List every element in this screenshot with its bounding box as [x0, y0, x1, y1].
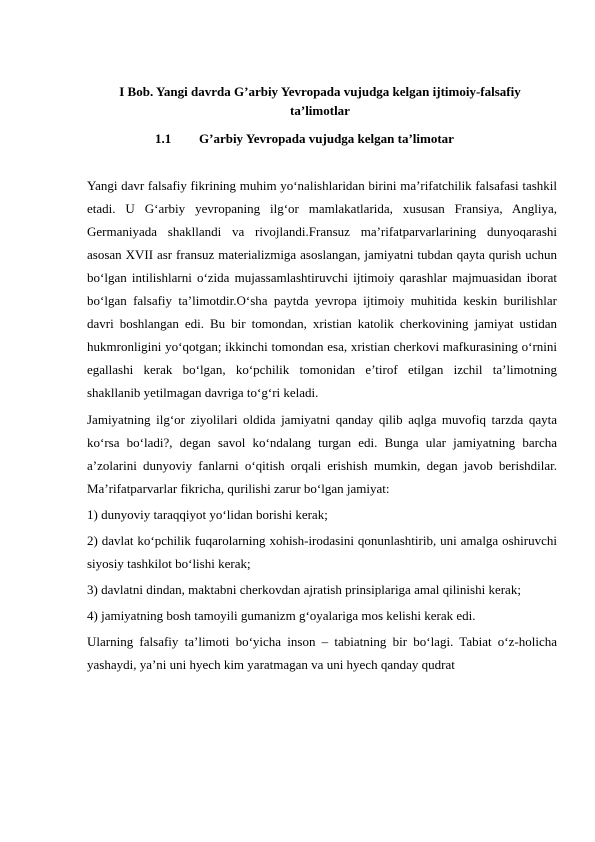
chapter-title: I Bob. Yangi davrda G’arbiy Yevropada vujudga kelgan ijtimoiy-falsafiy ta’limotlar	[119, 84, 521, 118]
paragraph: Jamiyatning ilg‘or ziyolilari oldida jamiyatni qanday qilib aqlga muvofiq tarzda qayta ko‘rsa bo‘ladi?, degan savol ko‘ndalang turgan edi. Bunga ular jamiyatning barcha a’zolarini dunyoviy fanlarni o‘qitish orqali erishish mumkin, degan javob berishdilar. Ma’rifatparvarlar fikricha, qurilishi zarur bo‘lgan jamiyat:	[87, 412, 557, 496]
list-item: 4) jamiyatning bosh tamoyili gumanizm g‘oyalariga mos kelishi kerak edi.	[87, 608, 476, 623]
list-item: 1) dunyoviy taraqqiyot yo‘lidan borishi kerak;	[87, 507, 328, 522]
section-number: 1.1	[155, 131, 172, 146]
list-item: 3) davlatni dindan, maktabni cherkovdan ajratish prinsiplariga amal qilinishi kerak;	[87, 582, 521, 597]
list-item: 2) davlat ko‘pchilik fuqarolarning xohish-irodasini qonunlashtirib, uni amalga oshiruvchi siyosiy tashkilot bo‘lishi kerak;	[87, 533, 557, 571]
paragraph: Ularning falsafiy ta’limoti bo‘yicha inson – tabiatning bir bo‘lagi. Tabiat o‘z-holicha yashaydi, ya’ni uni hyech kim yaratmagan va uni hyech qanday qudrat	[87, 634, 557, 672]
section-heading	[155, 129, 454, 148]
section-title: G’arbiy Yevropada vujudga kelgan ta’limotar	[199, 131, 454, 146]
body-text	[87, 174, 557, 679]
paragraph: Yangi davr falsafiy fikrining muhim yo‘nalishlaridan birini ma’rifatchilik falsafasi tashkil etadi. U G‘arbiy yevropaning ilg‘or mamlakatlarida, xususan Fransiya, Angliya, Germaniyada shakllandi va rivojlandi.Fransuz ma’rifatparvarlarining dunyoqarashi asosan XVII asr fransuz materializmiga asoslangan, jamiyatni tubdan qayta qurish uchun bo‘lgan intilishlarni o‘zida mujassamlashtiruvchi ijtimoiy qarashlar majmuasidan iborat bo‘lgan falsafiy ta’limotdir.O‘sha paytda yevropa ijtimoiy muhitida keskin burilishlar davri boshlangan edi. Bu bir tomondan, xristian katolik cherkovining jamiyat ustidan hukmronligini yo‘qotgan; ikkinchi tomondan esa, xristian cherkovi mafkurasining o‘rnini egallashi kerak bo‘lgan, ko‘pchilik tomonidan e’tirof etilgan izchil ta’limotning shakllanib yetilmagan davriga to‘g‘ri keladi.	[87, 178, 557, 400]
